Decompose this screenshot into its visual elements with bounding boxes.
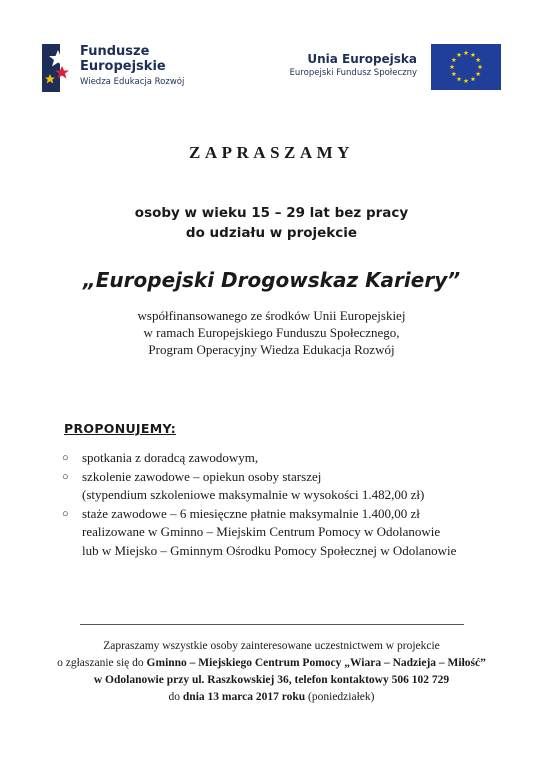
list-item-continuation	[62, 542, 522, 561]
list-item-text: szkolenie zawodowe – opiekun osoby starszej	[82, 468, 322, 484]
list-item	[62, 449, 522, 468]
ue-logo-line1: Unia Europejska	[307, 52, 417, 66]
fe-logo-line1: Fundusze	[80, 44, 150, 59]
footer-line-4	[0, 691, 543, 703]
list-item	[62, 505, 522, 524]
list-item-text: spotkania z doradcą zawodowym,	[82, 450, 259, 465]
fe-logo-line3: Wiedza Edukacja Rozwój	[80, 77, 185, 87]
deadline-suffix: (poniedziałek)	[305, 691, 375, 703]
offer-label: PROPONUJEMY:	[64, 421, 177, 436]
circle-bullet-icon: ○	[62, 452, 69, 464]
list-item-continuation	[62, 523, 522, 542]
deadline-prefix: do	[168, 691, 183, 703]
funding-line-3: Program Operacyjny Wiedza Edukacja Rozwój	[148, 342, 395, 357]
participation-line: do udziału w projekcie	[185, 225, 358, 241]
fe-logo-line2: Europejskie	[80, 59, 166, 74]
footer-line-1: Zapraszamy wszystkie osoby zainteresowane uczestnictwem w projekcie	[103, 640, 440, 652]
organization-name: Gminno – Miejskiego Centrum Pomocy „Wiara – Nadzieja – Miłość”	[146, 657, 486, 669]
offer-list	[62, 449, 522, 560]
list-item-text: realizowane w Gminno – Miejskim Centrum Pomocy w Odolanowie	[82, 524, 441, 539]
circle-bullet-icon: ○	[62, 507, 69, 520]
circle-bullet-icon: ○	[62, 470, 69, 483]
list-item	[62, 468, 522, 487]
funding-line-1: współfinansowanego ze środków Unii Europejskiej	[137, 308, 406, 323]
page-heading: ZAPRASZAMY	[189, 143, 354, 162]
ue-logo-line2: Europejski Fundusz Społeczny	[289, 68, 417, 78]
funding-line-2: w ramach Europejskiego Funduszu Społecznego,	[143, 325, 400, 340]
project-title: „Europejski Drogowskaz Kariery”	[82, 268, 461, 292]
list-item-text: lub w Miejsko – Gminnym Ośrodku Pomocy Społecznej w Odolanowie	[82, 542, 457, 558]
address-and-phone: w Odolanowie przy ul. Raszkowskiej 36, telefon kontaktowy 506 102 729	[93, 674, 450, 686]
target-group-line: osoby w wieku 15 – 29 lat bez pracy	[134, 205, 409, 221]
footer-line-2	[0, 657, 543, 669]
list-item-continuation	[62, 486, 522, 505]
fundusze-europejskie-logo	[42, 44, 212, 94]
deadline-date: dnia 13 marca 2017 roku	[182, 691, 306, 703]
footer-line-2-prefix: o zgłaszanie się do	[57, 657, 147, 669]
footer-divider	[80, 624, 464, 625]
list-item-text: (stypendium szkoleniowe maksymalnie w wysokości 1.482,00 zł)	[82, 487, 425, 502]
fundusze-europejskie-star-icon	[42, 44, 74, 92]
eu-flag-icon	[431, 44, 501, 90]
footer-line-3	[0, 674, 543, 686]
list-item-text: staże zawodowe – 6 miesięczne płatnie maksymalnie 1.400,00 zł	[82, 505, 420, 521]
